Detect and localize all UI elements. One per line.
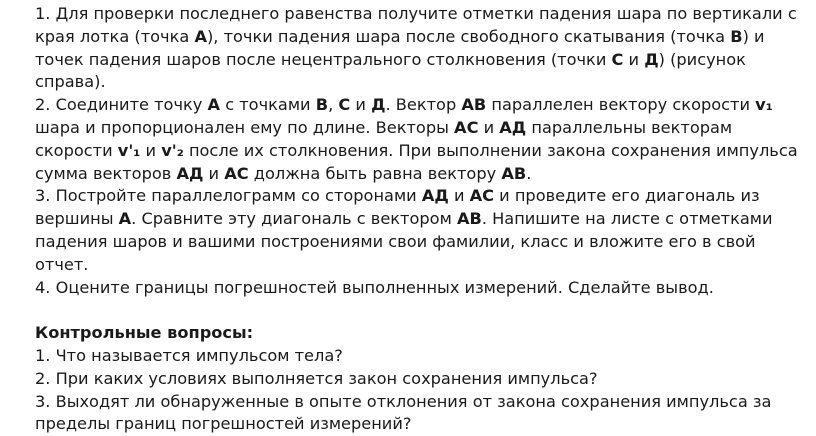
bold-term: v'₂ [161, 140, 184, 160]
bold-term: В [315, 95, 329, 115]
instruction-list [35, 3, 810, 299]
bold-term: С [338, 95, 351, 115]
bold-term: v'₁ [117, 140, 141, 160]
text-run: 1. Для проверки последнего равенства получите отметки падения шара по вертикали с края лотка (точка [35, 4, 797, 46]
instruction-1 [35, 3, 810, 94]
bold-term: АД [421, 186, 449, 206]
bold-term: А [194, 26, 207, 46]
text-run: после их столкновения. При выполнении закона сохранения импульса сумма векторов [35, 140, 798, 183]
bold-term: АВ [456, 209, 482, 229]
text-run: . Вектор [385, 95, 462, 115]
bold-term: АВ [461, 95, 487, 115]
bold-term: А [118, 209, 132, 229]
bold-term: АС [224, 163, 249, 183]
text-run: и [140, 140, 162, 160]
bold-term: В [730, 26, 743, 46]
text-run: и [350, 95, 372, 115]
text-run: параллельны векторам скорости [35, 117, 733, 160]
text-run: , [328, 95, 339, 115]
bold-term: АВ [501, 163, 527, 183]
bold-term: Д [644, 49, 659, 69]
text-run: и проведите его диагональ из вершины [35, 186, 760, 229]
text-run: должна быть равна вектору [248, 163, 502, 183]
text-run: шара и пропорционален ему по длине. Векторы [35, 117, 455, 137]
question-item: 3. Выходят ли обнаруженные в опыте отклонения от закона сохранения импульса за пределы границ погрешностей измерений? [35, 391, 772, 434]
text-run: ) (рисунок справа). [35, 49, 746, 92]
text-run: . Сравните эту диагональ с вектором [131, 209, 457, 229]
questions-heading: Контрольные вопросы: [35, 323, 254, 343]
spacer [35, 299, 810, 322]
text-run: 4. Оцените границы погрешностей выполненных измерений. Сделайте вывод. [35, 277, 714, 297]
instruction-3 [35, 185, 810, 276]
text-run: с точками [220, 95, 316, 115]
bold-term: С [611, 49, 624, 69]
text-run: ) и точек падения шаров после нецентрального столкновения (точки [35, 26, 765, 69]
text-run: 3. Постройте параллелограмм со сторонами [35, 186, 422, 206]
bold-term: Д [371, 95, 386, 115]
bold-term: АС [454, 117, 479, 137]
text-run: . Напишите на листе с отметками падения шаров и вашими построениями свои фамилии, класс и вложите его в свой отчет. [35, 209, 773, 274]
text-run: ), точки падения шара после свободного скатывания (точка [206, 26, 731, 46]
text-run: и [623, 49, 645, 69]
instruction-2 [35, 94, 810, 185]
bold-term: v₁ [755, 95, 773, 115]
bold-term: АС [469, 186, 495, 206]
text-run: и [478, 117, 500, 137]
question-item: 2. При каких условиях выполняется закон сохранения импульса? [35, 368, 598, 388]
text-run: . [526, 163, 532, 183]
text-run: и [448, 186, 470, 206]
bold-term: АД [499, 117, 527, 137]
text-run: параллелен вектору скорости [486, 95, 756, 115]
instruction-4 [35, 277, 810, 300]
text-run: и [203, 163, 225, 183]
question-item: 1. Что называется импульсом тела? [35, 345, 343, 365]
bold-term: АД [176, 163, 204, 183]
bold-term: А [207, 95, 221, 115]
text-run: 2. Соедините точку [35, 95, 208, 115]
document-body [35, 3, 810, 436]
